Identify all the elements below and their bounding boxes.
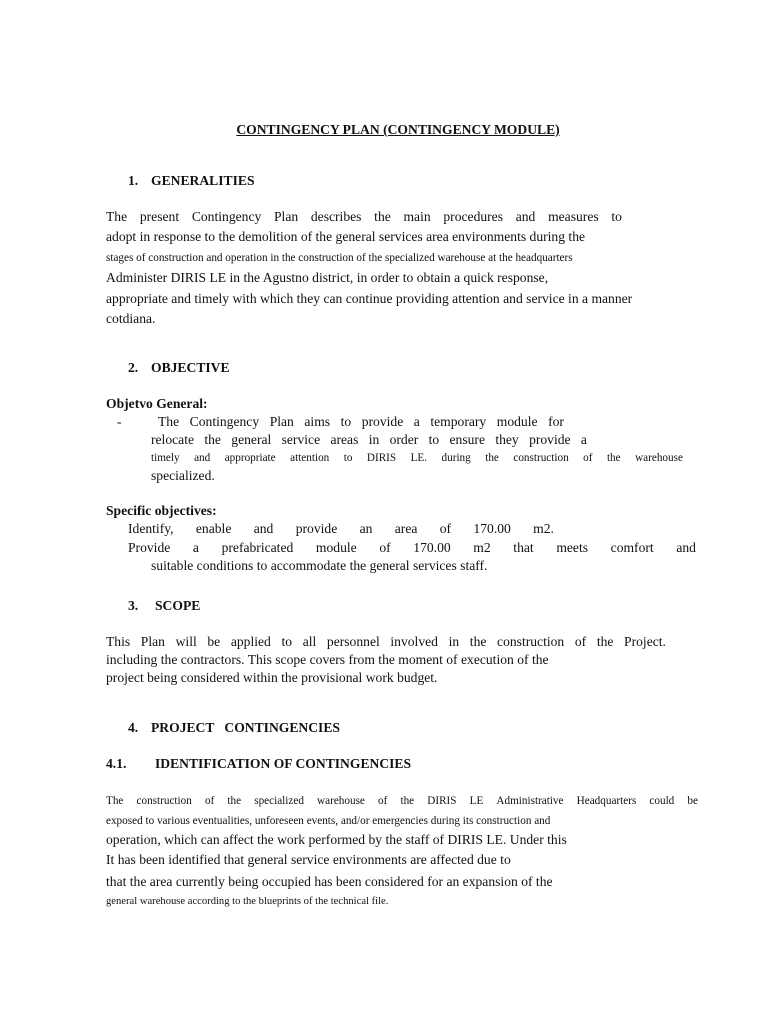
generalities-line-4: Administer DIRIS LE in the Agustno district, in order to obtain a quick response, (106, 270, 549, 285)
word: specialized (254, 795, 304, 807)
word: of (574, 634, 587, 649)
contingencies-line-1-text (106, 793, 698, 809)
word: be (687, 795, 698, 807)
word: a (580, 432, 587, 447)
word: personnel (326, 634, 380, 649)
general-objective-line-2-text (151, 432, 587, 448)
word: The (106, 209, 128, 224)
scope-line-1-text (106, 634, 666, 650)
word: procedures (443, 209, 504, 224)
word: a (413, 414, 420, 429)
word: LE. (410, 452, 428, 464)
word: and (194, 452, 211, 464)
word: the (400, 795, 415, 807)
word: to (611, 209, 622, 224)
section-3-heading: SCOPE (155, 598, 201, 613)
word: Identify, (128, 521, 174, 536)
generalities-line-1-text (106, 209, 622, 225)
word: m2 (473, 540, 491, 555)
word: the (469, 634, 487, 649)
word: the (485, 452, 499, 464)
word: Plan (140, 634, 165, 649)
word: timely (151, 452, 180, 464)
contingencies-line-6: general warehouse according to the blueprints of the technical file. (106, 896, 389, 907)
word: prefabricated (221, 540, 294, 555)
section-1-number: 1. (128, 173, 139, 188)
word: order (389, 432, 419, 447)
general-objective-line-3-text (151, 450, 683, 466)
specific-objective-2 (128, 540, 696, 556)
contingencies-line-2: exposed to various eventualities, unforeseen events, and/or emergencies during its construction and (106, 815, 551, 827)
word: a (192, 540, 199, 555)
word: appropriate (224, 452, 276, 464)
word: relocate (151, 432, 195, 447)
word: be (207, 634, 221, 649)
word: to (281, 634, 293, 649)
section-1-heading: GENERALITIES (151, 173, 255, 188)
section-4-number: 4. (128, 720, 139, 735)
word: construction (497, 634, 565, 649)
word: Project. (624, 634, 666, 649)
word: area (394, 521, 418, 536)
word: the (374, 209, 391, 224)
word: the (596, 634, 614, 649)
scope-line-3: project being considered within the provisional work budget. (106, 670, 438, 685)
contingencies-line-3: operation, which can affect the work performed by the staff of DIRIS LE. Under this (106, 832, 567, 847)
word: aims (304, 414, 331, 429)
word: an (359, 521, 373, 536)
word: to (340, 414, 352, 429)
word: comfort (610, 540, 654, 555)
word: Contingency (189, 414, 260, 429)
word: main (403, 209, 431, 224)
generalities-line-3: stages of construction and operation in the construction of the specialized warehouse at the headquarters (106, 252, 573, 264)
general-objective-bullet: - (117, 414, 122, 429)
word: meets (556, 540, 589, 555)
word: involved (390, 634, 438, 649)
word: of (378, 795, 388, 807)
word: the (204, 432, 221, 447)
generalities-line-6: cotdiana. (106, 311, 156, 326)
word: 170.00 (413, 540, 451, 555)
word: service (281, 432, 321, 447)
word: Plan (269, 414, 294, 429)
section-3-number: 3. (128, 598, 139, 613)
word: DIRIS (366, 452, 397, 464)
word: and (253, 521, 274, 536)
word: construction (513, 452, 569, 464)
word: of (439, 521, 452, 536)
word: construction (136, 795, 192, 807)
section-4-heading: PROJECT CONTINGENCIES (151, 720, 340, 735)
generalities-line-2: adopt in response to the demolition of the general services area environments during the (106, 229, 586, 244)
generalities-line-1 (106, 209, 622, 225)
word: enable (195, 521, 232, 536)
word: describes (310, 209, 362, 224)
word: all (302, 634, 317, 649)
general-objective-label: Objetvo General: (106, 396, 208, 411)
word: of (583, 452, 593, 464)
contingencies-line-1 (106, 793, 698, 809)
word: Provide (128, 540, 171, 555)
word: DIRIS (427, 795, 457, 807)
general-objective-line-4: specialized. (151, 468, 215, 483)
word: The (106, 795, 124, 807)
word: in (368, 432, 380, 447)
word: in (448, 634, 460, 649)
word: general (231, 432, 272, 447)
word: of (204, 795, 215, 807)
word: that (513, 540, 534, 555)
word: they (495, 432, 519, 447)
contingencies-line-4: It has been identified that general service environments are affected due to (106, 852, 511, 867)
word: provide (361, 414, 404, 429)
scope-line-2: including the contractors. This scope covers from the moment of execution of the (106, 652, 549, 667)
word: The (158, 414, 180, 429)
specific-objective-2-cont: suitable conditions to accommodate the general services staff. (151, 558, 488, 573)
section-2-number: 2. (128, 360, 139, 375)
specific-objective-1-text (128, 521, 554, 537)
word: could (649, 795, 675, 807)
word: Plan (274, 209, 299, 224)
word: warehouse (635, 452, 683, 464)
word: provide (529, 432, 571, 447)
word: LE (469, 795, 484, 807)
document-title: CONTINGENCY PLAN (CONTINGENCY MODULE) (236, 122, 560, 137)
subsection-4-1-number: 4.1. (106, 756, 127, 771)
word: the (227, 795, 242, 807)
word: for (548, 414, 564, 429)
word: This (106, 634, 131, 649)
section-2-heading: OBJECTIVE (151, 360, 230, 375)
word: of (379, 540, 391, 555)
word: Headquarters (576, 795, 637, 807)
specific-objectives-label: Specific objectives: (106, 503, 217, 518)
word: module (315, 540, 357, 555)
word: ensure (449, 432, 485, 447)
contingencies-line-5: that the area currently being occupied has been considered for an expansion of the (106, 874, 553, 889)
word: 170.00 (473, 521, 511, 536)
subsection-4-1-heading: IDENTIFICATION OF CONTINGENCIES (155, 756, 412, 771)
word: Administrative (496, 795, 564, 807)
word: the (606, 452, 621, 464)
word: module (496, 414, 538, 429)
word: warehouse (317, 795, 365, 807)
specific-objective-1 (128, 521, 554, 537)
word: measures (548, 209, 599, 224)
specific-objective-2-text (128, 540, 696, 556)
word: applied (230, 634, 271, 649)
general-objective-line-3 (151, 450, 683, 466)
word: to (343, 452, 353, 464)
word: during (441, 452, 471, 464)
word: and (676, 540, 696, 555)
general-objective-line-1-text (158, 414, 564, 430)
word: provide (295, 521, 338, 536)
general-objective-line-2 (151, 432, 587, 448)
word: present (139, 209, 180, 224)
scope-line-1 (106, 634, 666, 650)
word: temporary (430, 414, 487, 429)
word: Contingency (191, 209, 262, 224)
word: and (515, 209, 536, 224)
word: to (428, 432, 440, 447)
word: areas (330, 432, 359, 447)
general-objective-line-1 (158, 414, 564, 430)
word: attention (290, 452, 330, 464)
generalities-line-5: appropriate and timely with which they can continue providing attention and service in a manner (106, 291, 633, 306)
word: m2. (533, 521, 554, 536)
word: will (175, 634, 197, 649)
